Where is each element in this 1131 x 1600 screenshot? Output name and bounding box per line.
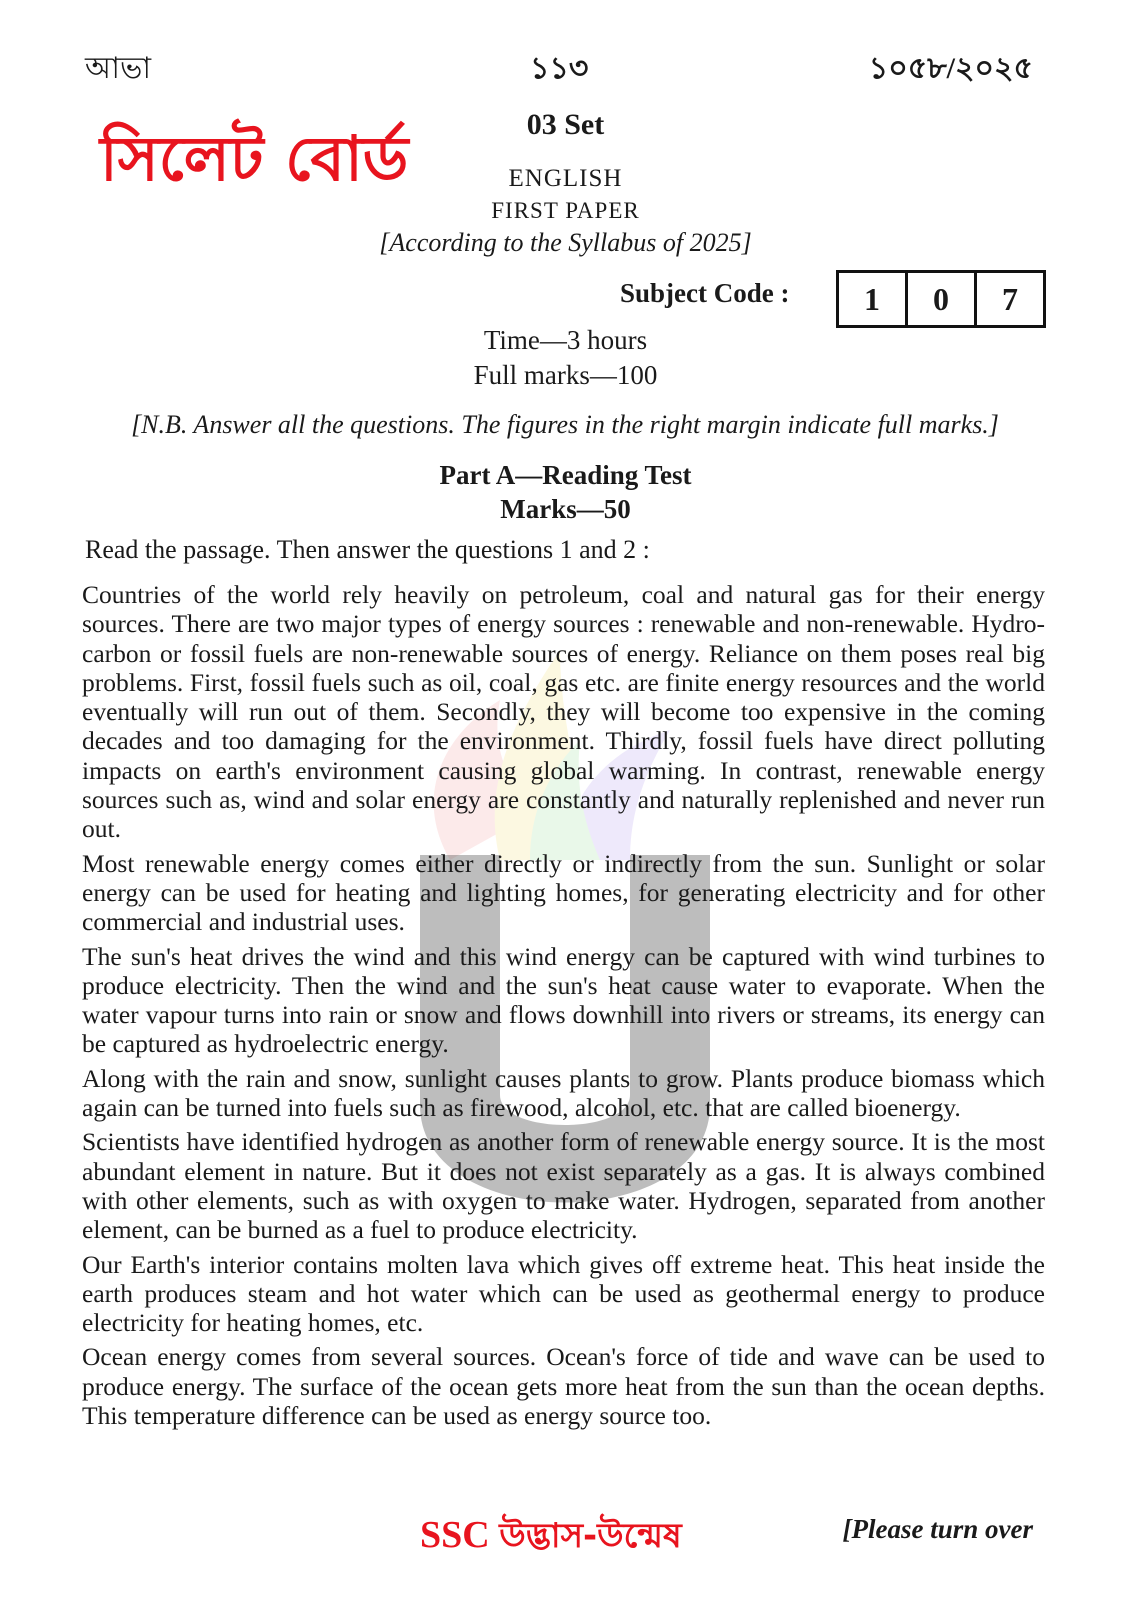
set-label: 03 Set [526,108,605,141]
passage-paragraph: Most renewable energy comes either directly or indirectly from the sun. Sunlight or solar energy can be used for heating and lighting homes, for generating electricity and for other commercial and industrial uses. [82,848,1045,937]
subject-title: ENGLISH [508,165,623,192]
passage-paragraph: Ocean energy comes from several sources. Ocean's force of tide and wave can be used to produce energy. The surface of the ocean gets more heat from the sun than the ocean depths. This temperature difference can be used as energy source too. [82,1342,1045,1431]
subject-code-digit: 0 [908,273,977,325]
passage-paragraph: Scientists have identified hydrogen as another form of renewable energy source. It is the most abundant element in nature. But it does not exist separately as a gas. It is always combined with other elements, such as with oxygen to make water. Hydrogen, separated from another element, can be burned as a fuel to produce electricity. [82,1127,1045,1245]
full-marks: Full marks—100 [473,360,658,390]
passage-paragraph: Along with the rain and snow, sunlight causes plants to grow. Plants produce biomass which again can be turned into fuels such as firewood, alcohol, etc. that are called bioenergy. [82,1063,1045,1123]
passage-paragraph: Countries of the world rely heavily on petroleum, coal and natural gas for their energy sources. There are two major types of energy sources : renewable and non-renewable. Hydro-carbon or fossil fuels are non-renewable sources of energy. Reliance on them poses real big problems. First, fossil fuels such as oil, coal, gas etc. are finite energy resources and the world eventually will run out of them. Secondly, they will become too expensive in the coming decades and too damaging for the environment. Thirdly, fossil fuels have direct polluting impacts on earth's environment causing global warming. In contrast, renewable energy sources such as, wind and solar energy are constantly and naturally replenished and never run out. [82,580,1045,844]
header-left-text: আভা [85,52,152,85]
paper-title: FIRST PAPER [491,198,640,223]
subject-code-digit: 1 [839,273,908,325]
footer-brand [420,1510,682,1567]
part-title: Part A—Reading Test [439,460,692,490]
instruction-note: [N.B. Answer all the questions. The figures in the right margin indicate full marks.] [131,410,999,439]
board-title: সিলেট বোর্ড [100,122,409,195]
exam-time: Time—3 hours [483,325,648,355]
subject-code-label: Subject Code : [620,278,790,308]
reading-passage [82,580,1045,1435]
footer-ssc-label: SSC [420,1514,490,1556]
syllabus-note: [According to the Syllabus of 2025] [379,228,752,257]
turn-over-note: [Please turn over [842,1514,1033,1544]
exam-serial: ১০৫৮/২০২৫ [868,52,1033,85]
passage-paragraph: The sun's heat drives the wind and this wind energy can be captured with wind turbines to produce electricity. Then the wind and the sun's heat cause water to evaporate. When the water vapour turns into rain or snow and flows downhill into rivers or streams, its energy can be captured as hydroelectric energy. [82,941,1045,1059]
subject-code-digit: 7 [1002,280,1018,317]
reading-instruction: Read the passage. Then answer the questions 1 and 2 : [85,535,650,564]
page-number: ১১৩ [530,52,589,85]
part-marks: Marks—50 [500,494,631,524]
footer-brand-name: উদ্ভাস-উন্মেষ [499,1516,682,1556]
subject-code-box [836,270,1046,328]
passage-paragraph: Our Earth's interior contains molten lava which gives off extreme heat. This heat inside the earth produces steam and hot water which can be used as geothermal energy to produce electricity for heating homes, etc. [82,1249,1045,1338]
